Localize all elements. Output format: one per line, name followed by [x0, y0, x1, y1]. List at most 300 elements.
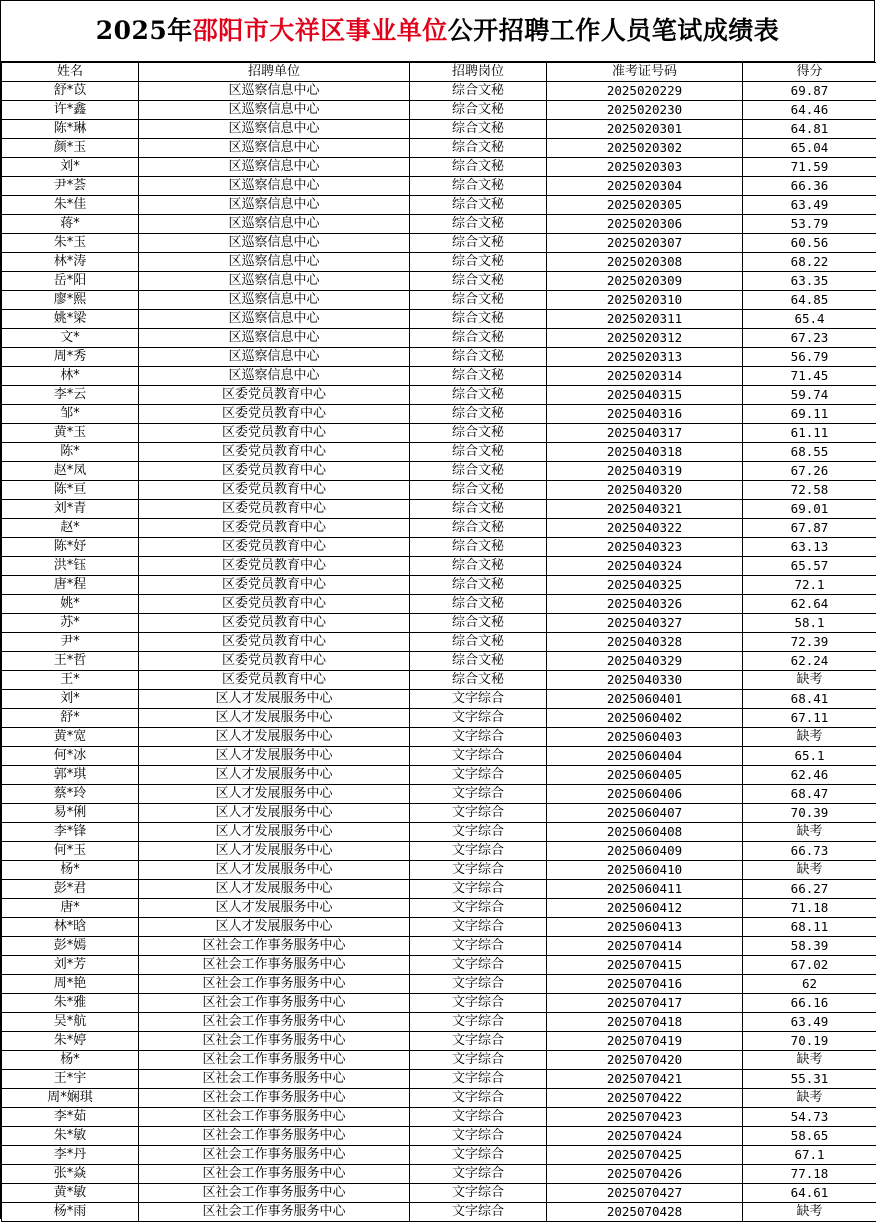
- cell-score: 63.35: [743, 272, 876, 291]
- cell-unit: 区委党员教育中心: [139, 519, 410, 538]
- cell-score: 68.47: [743, 785, 876, 804]
- cell-score: 68.41: [743, 690, 876, 709]
- table-row: [2, 177, 876, 196]
- cell-ticket-number: 2025020309: [547, 272, 743, 291]
- cell-ticket-number: 2025070418: [547, 1013, 743, 1032]
- cell-ticket-number: 2025070414: [547, 937, 743, 956]
- table-row: [2, 595, 876, 614]
- cell-score: 66.73: [743, 842, 876, 861]
- cell-position: 文字综合: [410, 785, 547, 804]
- cell-score: 71.18: [743, 899, 876, 918]
- cell-ticket-number: 2025020229: [547, 82, 743, 101]
- cell-score: 62.24: [743, 652, 876, 671]
- cell-ticket-number: 2025060404: [547, 747, 743, 766]
- cell-name: 杨*: [2, 861, 139, 880]
- table-row: [2, 880, 876, 899]
- cell-unit: 区巡察信息中心: [139, 272, 410, 291]
- cell-ticket-number: 2025020314: [547, 367, 743, 386]
- cell-name: 林*涛: [2, 253, 139, 272]
- cell-position: 综合文秘: [410, 310, 547, 329]
- cell-ticket-number: 2025020311: [547, 310, 743, 329]
- table-row: [2, 614, 876, 633]
- cell-position: 文字综合: [410, 975, 547, 994]
- cell-unit: 区委党员教育中心: [139, 595, 410, 614]
- cell-name: 岳*阳: [2, 272, 139, 291]
- cell-score: 72.1: [743, 576, 876, 595]
- table-header-row: [2, 63, 876, 82]
- cell-unit: 区人才发展服务中心: [139, 728, 410, 747]
- cell-ticket-number: 2025040322: [547, 519, 743, 538]
- cell-position: 综合文秘: [410, 291, 547, 310]
- cell-ticket-number: 2025070420: [547, 1051, 743, 1070]
- cell-position: 综合文秘: [410, 443, 547, 462]
- cell-unit: 区委党员教育中心: [139, 633, 410, 652]
- cell-unit: 区人才发展服务中心: [139, 766, 410, 785]
- cell-name: 杨*雨: [2, 1203, 139, 1222]
- cell-position: 综合文秘: [410, 196, 547, 215]
- cell-score: 60.56: [743, 234, 876, 253]
- cell-name: 朱*婷: [2, 1032, 139, 1051]
- cell-score: 62.64: [743, 595, 876, 614]
- table-row: [2, 1203, 876, 1222]
- cell-position: 文字综合: [410, 804, 547, 823]
- cell-position: 文字综合: [410, 1146, 547, 1165]
- title-year: 2025年: [96, 16, 193, 45]
- cell-name: 邹*: [2, 405, 139, 424]
- cell-score: 62: [743, 975, 876, 994]
- cell-unit: 区巡察信息中心: [139, 120, 410, 139]
- cell-score: 54.73: [743, 1108, 876, 1127]
- cell-score: 缺考: [743, 728, 876, 747]
- cell-position: 综合文秘: [410, 652, 547, 671]
- cell-position: 综合文秘: [410, 405, 547, 424]
- table-row: [2, 823, 876, 842]
- cell-ticket-number: 2025040315: [547, 386, 743, 405]
- table-row: [2, 804, 876, 823]
- cell-ticket-number: 2025070427: [547, 1184, 743, 1203]
- cell-unit: 区人才发展服务中心: [139, 880, 410, 899]
- cell-name: 颜*玉: [2, 139, 139, 158]
- score-table-body: [2, 63, 876, 1222]
- cell-position: 文字综合: [410, 709, 547, 728]
- cell-unit: 区委党员教育中心: [139, 424, 410, 443]
- cell-name: 周*艳: [2, 975, 139, 994]
- cell-position: 综合文秘: [410, 614, 547, 633]
- cell-score: 68.55: [743, 443, 876, 462]
- cell-unit: 区巡察信息中心: [139, 177, 410, 196]
- page-title: [1, 1, 875, 62]
- cell-unit: 区社会工作事务服务中心: [139, 937, 410, 956]
- table-row: [2, 139, 876, 158]
- cell-score: 66.16: [743, 994, 876, 1013]
- cell-position: 综合文秘: [410, 215, 547, 234]
- cell-name: 郭*琪: [2, 766, 139, 785]
- cell-unit: 区巡察信息中心: [139, 158, 410, 177]
- cell-name: 刘*: [2, 158, 139, 177]
- cell-ticket-number: 2025020313: [547, 348, 743, 367]
- cell-ticket-number: 2025040321: [547, 500, 743, 519]
- table-row: [2, 424, 876, 443]
- cell-name: 李*锋: [2, 823, 139, 842]
- cell-ticket-number: 2025070423: [547, 1108, 743, 1127]
- cell-score: 68.11: [743, 918, 876, 937]
- cell-ticket-number: 2025020310: [547, 291, 743, 310]
- cell-ticket-number: 2025060403: [547, 728, 743, 747]
- cell-unit: 区巡察信息中心: [139, 139, 410, 158]
- cell-unit: 区巡察信息中心: [139, 329, 410, 348]
- cell-name: 陈*妤: [2, 538, 139, 557]
- table-row: [2, 120, 876, 139]
- cell-position: 文字综合: [410, 747, 547, 766]
- cell-ticket-number: 2025040329: [547, 652, 743, 671]
- cell-unit: 区社会工作事务服务中心: [139, 994, 410, 1013]
- cell-unit: 区人才发展服务中心: [139, 823, 410, 842]
- cell-ticket-number: 2025040320: [547, 481, 743, 500]
- cell-position: 文字综合: [410, 823, 547, 842]
- header-score: 得分: [743, 63, 876, 82]
- header-position: 招聘岗位: [410, 63, 547, 82]
- cell-score: 67.1: [743, 1146, 876, 1165]
- cell-ticket-number: 2025070428: [547, 1203, 743, 1222]
- table-row: [2, 538, 876, 557]
- cell-position: 综合文秘: [410, 348, 547, 367]
- cell-score: 缺考: [743, 823, 876, 842]
- cell-ticket-number: 2025060413: [547, 918, 743, 937]
- cell-name: 黄*玉: [2, 424, 139, 443]
- cell-unit: 区委党员教育中心: [139, 538, 410, 557]
- cell-score: 66.36: [743, 177, 876, 196]
- cell-position: 文字综合: [410, 937, 547, 956]
- table-row: [2, 785, 876, 804]
- cell-position: 综合文秘: [410, 538, 547, 557]
- cell-ticket-number: 2025020303: [547, 158, 743, 177]
- cell-unit: 区巡察信息中心: [139, 291, 410, 310]
- cell-ticket-number: 2025040326: [547, 595, 743, 614]
- table-row: [2, 728, 876, 747]
- cell-position: 文字综合: [410, 1070, 547, 1089]
- cell-unit: 区委党员教育中心: [139, 386, 410, 405]
- cell-ticket-number: 2025060412: [547, 899, 743, 918]
- cell-name: 朱*玉: [2, 234, 139, 253]
- cell-name: 赵*: [2, 519, 139, 538]
- cell-score: 67.26: [743, 462, 876, 481]
- cell-position: 文字综合: [410, 1013, 547, 1032]
- cell-score: 67.02: [743, 956, 876, 975]
- table-row: [2, 899, 876, 918]
- cell-position: 综合文秘: [410, 576, 547, 595]
- cell-name: 周*秀: [2, 348, 139, 367]
- cell-score: 58.1: [743, 614, 876, 633]
- cell-unit: 区巡察信息中心: [139, 234, 410, 253]
- cell-name: 刘*青: [2, 500, 139, 519]
- cell-unit: 区社会工作事务服务中心: [139, 1184, 410, 1203]
- cell-score: 70.39: [743, 804, 876, 823]
- cell-unit: 区社会工作事务服务中心: [139, 956, 410, 975]
- table-row: [2, 1070, 876, 1089]
- cell-position: 综合文秘: [410, 500, 547, 519]
- cell-position: 综合文秘: [410, 329, 547, 348]
- cell-score: 71.59: [743, 158, 876, 177]
- cell-ticket-number: 2025020305: [547, 196, 743, 215]
- cell-ticket-number: 2025020302: [547, 139, 743, 158]
- cell-position: 综合文秘: [410, 481, 547, 500]
- cell-position: 综合文秘: [410, 253, 547, 272]
- cell-name: 朱*佳: [2, 196, 139, 215]
- cell-ticket-number: 2025060411: [547, 880, 743, 899]
- cell-score: 64.81: [743, 120, 876, 139]
- cell-position: 文字综合: [410, 1032, 547, 1051]
- cell-name: 朱*雅: [2, 994, 139, 1013]
- cell-score: 63.13: [743, 538, 876, 557]
- cell-unit: 区委党员教育中心: [139, 671, 410, 690]
- cell-name: 黄*敏: [2, 1184, 139, 1203]
- cell-name: 苏*: [2, 614, 139, 633]
- cell-score: 缺考: [743, 1203, 876, 1222]
- cell-ticket-number: 2025020306: [547, 215, 743, 234]
- cell-position: 综合文秘: [410, 158, 547, 177]
- table-row: [2, 367, 876, 386]
- table-row: [2, 1051, 876, 1070]
- cell-name: 舒*苡: [2, 82, 139, 101]
- cell-position: 综合文秘: [410, 386, 547, 405]
- cell-name: 李*茹: [2, 1108, 139, 1127]
- cell-score: 59.74: [743, 386, 876, 405]
- cell-score: 64.85: [743, 291, 876, 310]
- cell-position: 综合文秘: [410, 367, 547, 386]
- cell-name: 蒋*: [2, 215, 139, 234]
- cell-name: 舒*: [2, 709, 139, 728]
- table-row: [2, 975, 876, 994]
- cell-name: 姚*梁: [2, 310, 139, 329]
- cell-unit: 区社会工作事务服务中心: [139, 1203, 410, 1222]
- cell-score: 65.04: [743, 139, 876, 158]
- table-row: [2, 652, 876, 671]
- cell-position: 文字综合: [410, 861, 547, 880]
- cell-score: 71.45: [743, 367, 876, 386]
- table-row: [2, 386, 876, 405]
- cell-position: 综合文秘: [410, 177, 547, 196]
- table-row: [2, 994, 876, 1013]
- table-row: [2, 215, 876, 234]
- cell-unit: 区社会工作事务服务中心: [139, 1013, 410, 1032]
- cell-position: 综合文秘: [410, 101, 547, 120]
- header-name: 姓名: [2, 63, 139, 82]
- cell-name: 杨*: [2, 1051, 139, 1070]
- cell-ticket-number: 2025020312: [547, 329, 743, 348]
- table-row: [2, 1184, 876, 1203]
- cell-unit: 区社会工作事务服务中心: [139, 1070, 410, 1089]
- cell-ticket-number: 2025040319: [547, 462, 743, 481]
- cell-ticket-number: 2025060410: [547, 861, 743, 880]
- cell-ticket-number: 2025070421: [547, 1070, 743, 1089]
- cell-ticket-number: 2025070422: [547, 1089, 743, 1108]
- cell-position: 文字综合: [410, 918, 547, 937]
- cell-name: 张*焱: [2, 1165, 139, 1184]
- table-row: [2, 348, 876, 367]
- cell-score: 69.01: [743, 500, 876, 519]
- table-row: [2, 291, 876, 310]
- cell-name: 林*晗: [2, 918, 139, 937]
- cell-name: 赵*凤: [2, 462, 139, 481]
- cell-unit: 区社会工作事务服务中心: [139, 1146, 410, 1165]
- cell-ticket-number: 2025040330: [547, 671, 743, 690]
- cell-name: 唐*程: [2, 576, 139, 595]
- table-row: [2, 690, 876, 709]
- cell-unit: 区委党员教育中心: [139, 500, 410, 519]
- cell-name: 尹*荟: [2, 177, 139, 196]
- table-row: [2, 842, 876, 861]
- cell-unit: 区人才发展服务中心: [139, 785, 410, 804]
- table-row: [2, 1127, 876, 1146]
- cell-ticket-number: 2025040325: [547, 576, 743, 595]
- cell-ticket-number: 2025020308: [547, 253, 743, 272]
- cell-position: 综合文秘: [410, 272, 547, 291]
- cell-ticket-number: 2025060405: [547, 766, 743, 785]
- cell-name: 林*: [2, 367, 139, 386]
- table-row: [2, 766, 876, 785]
- cell-position: 文字综合: [410, 1203, 547, 1222]
- table-row: [2, 1013, 876, 1032]
- cell-score: 缺考: [743, 861, 876, 880]
- cell-position: 文字综合: [410, 690, 547, 709]
- table-row: [2, 234, 876, 253]
- cell-unit: 区人才发展服务中心: [139, 842, 410, 861]
- cell-ticket-number: 2025060409: [547, 842, 743, 861]
- table-row: [2, 937, 876, 956]
- table-row: [2, 1146, 876, 1165]
- cell-name: 彭*嫣: [2, 937, 139, 956]
- table-row: [2, 747, 876, 766]
- title-place: 邵阳市大祥区事业单位: [193, 16, 448, 45]
- cell-score: 53.79: [743, 215, 876, 234]
- cell-unit: 区委党员教育中心: [139, 405, 410, 424]
- cell-unit: 区人才发展服务中心: [139, 709, 410, 728]
- table-row: [2, 500, 876, 519]
- cell-position: 文字综合: [410, 1108, 547, 1127]
- cell-unit: 区巡察信息中心: [139, 101, 410, 120]
- cell-ticket-number: 2025040328: [547, 633, 743, 652]
- cell-position: 文字综合: [410, 1127, 547, 1146]
- cell-position: 文字综合: [410, 1184, 547, 1203]
- cell-score: 63.49: [743, 1013, 876, 1032]
- cell-position: 综合文秘: [410, 595, 547, 614]
- cell-ticket-number: 2025020301: [547, 120, 743, 139]
- cell-score: 69.87: [743, 82, 876, 101]
- cell-position: 综合文秘: [410, 633, 547, 652]
- table-row: [2, 918, 876, 937]
- cell-unit: 区巡察信息中心: [139, 82, 410, 101]
- cell-ticket-number: 2025070419: [547, 1032, 743, 1051]
- cell-name: 尹*: [2, 633, 139, 652]
- cell-unit: 区人才发展服务中心: [139, 747, 410, 766]
- table-row: [2, 272, 876, 291]
- table-row: [2, 310, 876, 329]
- cell-name: 姚*: [2, 595, 139, 614]
- cell-score: 66.27: [743, 880, 876, 899]
- cell-position: 文字综合: [410, 1165, 547, 1184]
- cell-score: 65.1: [743, 747, 876, 766]
- cell-ticket-number: 2025060401: [547, 690, 743, 709]
- cell-score: 61.11: [743, 424, 876, 443]
- cell-ticket-number: 2025040316: [547, 405, 743, 424]
- cell-name: 周*娴琪: [2, 1089, 139, 1108]
- cell-ticket-number: 2025070417: [547, 994, 743, 1013]
- cell-name: 蔡*玲: [2, 785, 139, 804]
- cell-unit: 区人才发展服务中心: [139, 690, 410, 709]
- cell-score: 62.46: [743, 766, 876, 785]
- cell-unit: 区委党员教育中心: [139, 614, 410, 633]
- cell-name: 廖*熙: [2, 291, 139, 310]
- cell-name: 陈*亘: [2, 481, 139, 500]
- cell-unit: 区巡察信息中心: [139, 196, 410, 215]
- cell-name: 许*鑫: [2, 101, 139, 120]
- cell-position: 综合文秘: [410, 519, 547, 538]
- header-ticket-number: 准考证号码: [547, 63, 743, 82]
- cell-ticket-number: 2025020230: [547, 101, 743, 120]
- cell-ticket-number: 2025070425: [547, 1146, 743, 1165]
- cell-unit: 区社会工作事务服务中心: [139, 975, 410, 994]
- table-row: [2, 196, 876, 215]
- cell-unit: 区巡察信息中心: [139, 310, 410, 329]
- cell-ticket-number: 2025040317: [547, 424, 743, 443]
- cell-ticket-number: 2025040323: [547, 538, 743, 557]
- cell-position: 文字综合: [410, 899, 547, 918]
- cell-score: 58.65: [743, 1127, 876, 1146]
- cell-unit: 区委党员教育中心: [139, 481, 410, 500]
- cell-score: 63.49: [743, 196, 876, 215]
- table-row: [2, 158, 876, 177]
- table-row: [2, 709, 876, 728]
- cell-score: 缺考: [743, 1051, 876, 1070]
- cell-name: 易*俐: [2, 804, 139, 823]
- cell-unit: 区巡察信息中心: [139, 367, 410, 386]
- cell-position: 文字综合: [410, 728, 547, 747]
- cell-score: 67.23: [743, 329, 876, 348]
- cell-unit: 区巡察信息中心: [139, 253, 410, 272]
- cell-position: 综合文秘: [410, 82, 547, 101]
- table-row: [2, 1165, 876, 1184]
- cell-score: 72.39: [743, 633, 876, 652]
- cell-score: 55.31: [743, 1070, 876, 1089]
- score-table: [1, 62, 876, 1222]
- cell-ticket-number: 2025070424: [547, 1127, 743, 1146]
- cell-ticket-number: 2025060402: [547, 709, 743, 728]
- cell-name: 吴*航: [2, 1013, 139, 1032]
- cell-ticket-number: 2025060408: [547, 823, 743, 842]
- cell-score: 70.19: [743, 1032, 876, 1051]
- table-row: [2, 576, 876, 595]
- table-row: [2, 633, 876, 652]
- cell-ticket-number: 2025040324: [547, 557, 743, 576]
- table-row: [2, 329, 876, 348]
- cell-ticket-number: 2025070415: [547, 956, 743, 975]
- cell-name: 李*云: [2, 386, 139, 405]
- cell-score: 65.57: [743, 557, 876, 576]
- cell-score: 68.22: [743, 253, 876, 272]
- cell-ticket-number: 2025020307: [547, 234, 743, 253]
- cell-position: 文字综合: [410, 1051, 547, 1070]
- cell-unit: 区社会工作事务服务中心: [139, 1032, 410, 1051]
- table-row: [2, 481, 876, 500]
- table-row: [2, 1089, 876, 1108]
- cell-position: 文字综合: [410, 842, 547, 861]
- table-row: [2, 861, 876, 880]
- table-row: [2, 405, 876, 424]
- cell-score: 67.87: [743, 519, 876, 538]
- cell-unit: 区委党员教育中心: [139, 462, 410, 481]
- table-row: [2, 82, 876, 101]
- cell-name: 彭*君: [2, 880, 139, 899]
